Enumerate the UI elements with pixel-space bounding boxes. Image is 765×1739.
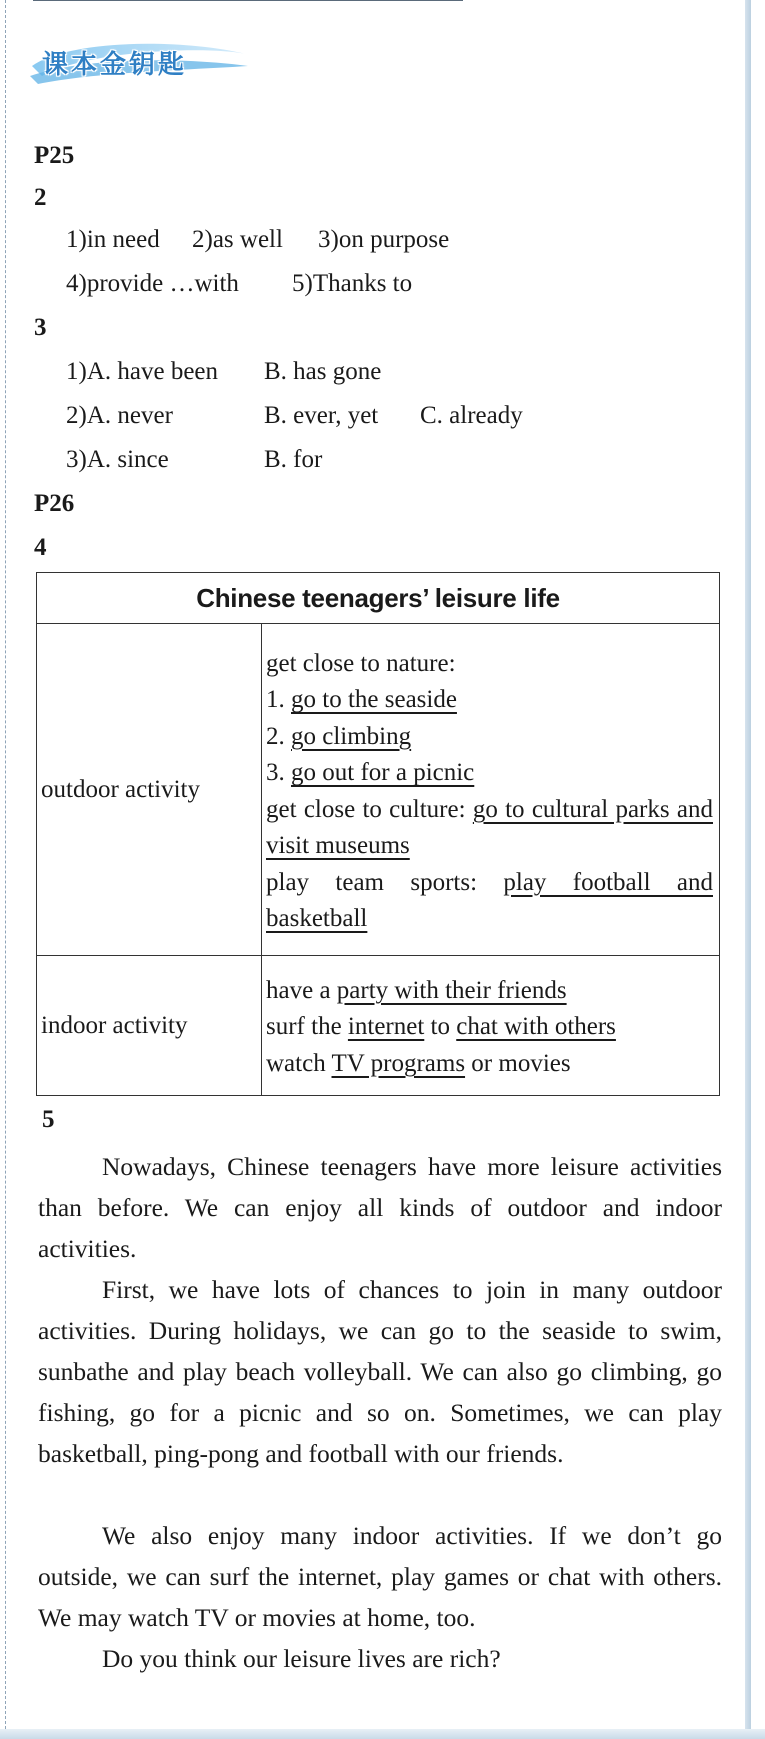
- section-banner: [28, 36, 250, 88]
- indoor-row-2: [266, 1009, 713, 1046]
- nature-item-2: [266, 719, 713, 756]
- answer-2-5: 5)Thanks to: [292, 270, 413, 297]
- answer-blank: chat with others: [456, 1013, 616, 1041]
- essay-paragraph-4: Do you think our leisure lives are rich?: [102, 1644, 501, 1673]
- answer-blank: party with their friends: [336, 976, 567, 1004]
- item-number: 3.: [266, 759, 291, 786]
- answer-3-2c: C. already: [420, 402, 523, 429]
- answer-3-2a: 2)A. never: [66, 402, 173, 429]
- essay-paragraph-2: First, we have lots of chances to join in many outdoor activities. During holidays, we can go to the seaside to swim, sunbathe and play beach volleyball. We can also go climbing, go fishing, go for a picnic and so on. Sometimes, we can play basketball, ping-pong and football with our friends.: [38, 1275, 722, 1468]
- culture-intro: get close to culture:: [266, 795, 473, 823]
- exercise-number-4: 4: [34, 534, 47, 561]
- answer-blank: TV programs: [331, 1049, 466, 1077]
- page-label-p25: P25: [34, 142, 75, 169]
- item-number: 2.: [266, 722, 291, 750]
- culture-line: [266, 792, 713, 865]
- banner-title: 课本金钥匙: [42, 50, 188, 80]
- answer-blank: play football and basketball: [266, 868, 713, 932]
- text: have a: [266, 976, 337, 1004]
- answer-2-1: 1)in need: [66, 226, 160, 253]
- nature-item-1: [266, 682, 713, 719]
- answer-3-3b: B. for: [264, 446, 323, 473]
- exercise-number-5: 5: [42, 1106, 55, 1133]
- text: surf the: [266, 1013, 348, 1041]
- page-border-right: [745, 0, 751, 1739]
- nature-intro: get close to nature:: [266, 649, 456, 677]
- category-outdoor: outdoor activity: [37, 624, 262, 956]
- outdoor-details: [262, 624, 720, 956]
- text: or movies: [465, 1049, 571, 1077]
- category-indoor: indoor activity: [37, 956, 262, 1096]
- answer-blank: go climbing: [291, 722, 412, 750]
- sports-line: [266, 865, 713, 938]
- answer-3-2b: B. ever, yet: [264, 402, 379, 429]
- answer-3-1b: B. has gone: [264, 358, 382, 385]
- exercise-number-2: 2: [34, 184, 47, 211]
- page-border-left: [5, 0, 6, 1739]
- nature-item-3: [266, 755, 713, 792]
- item-number: 1.: [266, 686, 291, 713]
- answer-blank: go out for a picnic: [291, 759, 475, 786]
- answer-2-4: 4)provide …with: [66, 270, 239, 297]
- indoor-details: [262, 956, 720, 1096]
- answer-blank: go to the seaside: [291, 686, 457, 713]
- indoor-row-1: [266, 973, 713, 1010]
- answer-blank: internet: [347, 1013, 425, 1041]
- essay-paragraph-1: Nowadays, Chinese teenagers have more leisure activities than before. We can enjoy all kinds of outdoor and indoor activities.: [38, 1152, 722, 1263]
- bottom-strip: [0, 1729, 765, 1739]
- indoor-row-3: [266, 1046, 713, 1083]
- exercise-number-3: 3: [34, 314, 47, 341]
- answer-3-1a: 1)A. have been: [66, 358, 219, 385]
- top-rule: [33, 0, 463, 1]
- text: to: [424, 1013, 457, 1041]
- page-label-p26: P26: [34, 490, 75, 517]
- essay-paragraph-3: We also enjoy many indoor activities. If we don’t go outside, we can surf the internet, play games or chat with others. We may watch TV or movies at home, too.: [38, 1521, 722, 1632]
- sports-intro: play team sports:: [266, 868, 504, 896]
- answer-blank: go to cultural parks and visit museums: [266, 795, 713, 859]
- table-title: Chinese teenagers’ leisure life: [37, 573, 720, 624]
- leisure-life-table: [36, 572, 720, 1096]
- answer-2-2: 2)as well: [192, 226, 283, 253]
- answer-3-3a: 3)A. since: [66, 446, 169, 473]
- answer-2-3: 3)on purpose: [318, 226, 450, 253]
- text: watch: [266, 1049, 332, 1077]
